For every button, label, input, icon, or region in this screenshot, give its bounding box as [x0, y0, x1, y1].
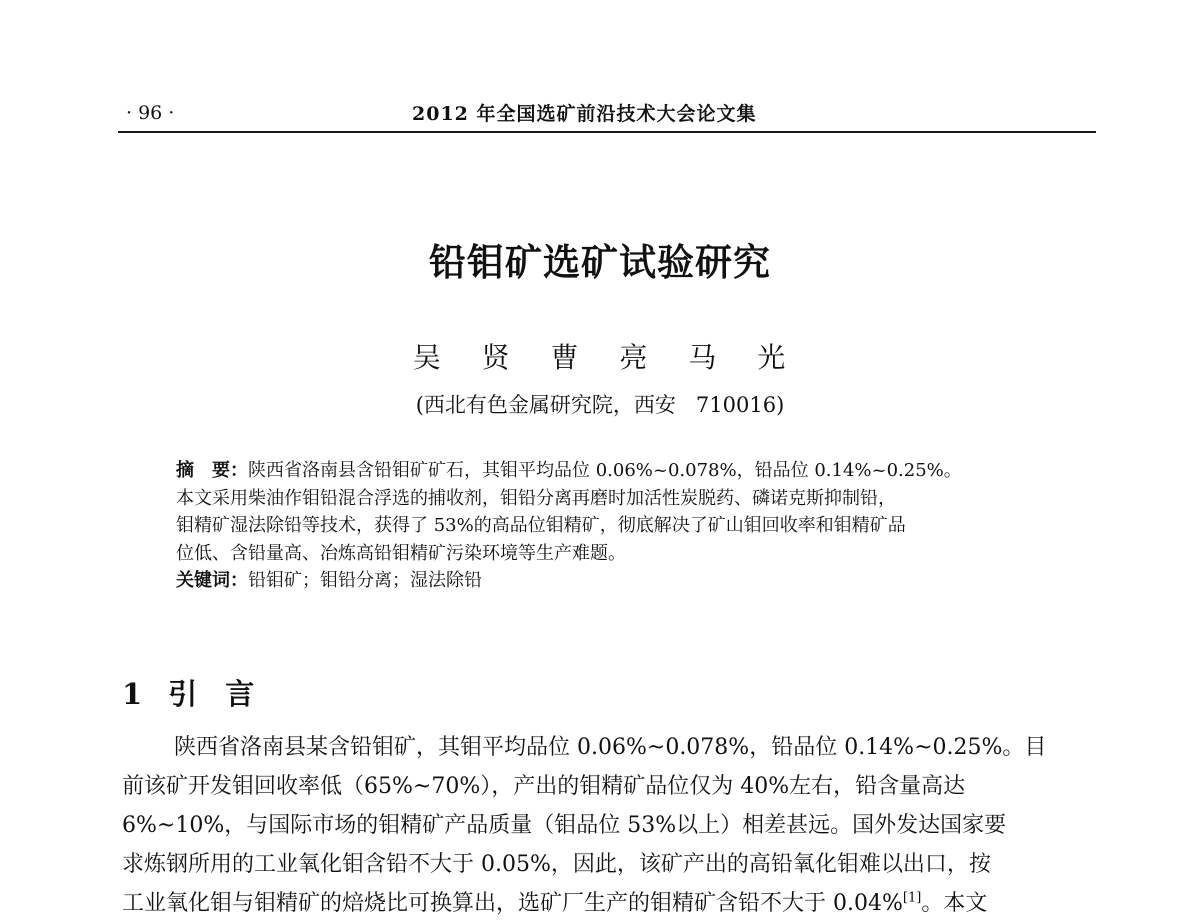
abstract-line: [176, 457, 1076, 485]
body-line: [122, 884, 1082, 923]
running-header: 2012 年全国选矿前沿技术大会论文集: [412, 103, 757, 125]
abstract-line: 钼精矿湿法除铅等技术，获得了 53%的高品位钼精矿，彻底解决了矿山钼回收率和钼精矿品: [176, 515, 906, 536]
body-line: 6%~10%，与国际市场的钼精矿产品质量（钼品位 53%以上）相差甚远。国外发达国家要: [122, 813, 1007, 838]
section-heading: [122, 672, 282, 713]
body-line: 前该矿开发钼回收率低（65%~70%），产出的钼精矿品位仅为 40%左右，铅含量高达: [122, 774, 966, 799]
paper-title: 铅钼矿选矿试验研究: [429, 240, 771, 284]
paper-authors: 吴 贤 曹 亮 马 光: [412, 341, 788, 374]
body-line-text: 工业氧化钼与钼精矿的焙烧比可换算出，选矿厂生产的钼精矿含铅不大于 0.04%: [122, 891, 903, 916]
section-title: 引言: [168, 677, 283, 711]
page-number: · 96 ·: [126, 102, 175, 124]
header-rule: [118, 131, 1096, 133]
abstract-block: [176, 457, 1076, 595]
body-line-tail: 。本文: [921, 891, 988, 916]
section-number: 1: [122, 677, 143, 711]
abstract-line: 本文采用柴油作钼铅混合浮选的捕收剂，钼铅分离再磨时加活性炭脱药、磷诺克斯抑制铅，: [176, 487, 896, 509]
keywords-text: 铅钼矿；钼铅分离；湿法除铅: [248, 570, 482, 591]
abstract-line: 位低、含铅量高、冶炼高铅钼精矿污染环境等生产难题。: [176, 542, 626, 564]
abstract-label: 摘 要：: [176, 460, 248, 481]
keywords-line: [176, 567, 1076, 595]
keywords-label: 关键词：: [176, 570, 248, 591]
abstract-text: 陕西省洛南县含铅钼矿矿石，其钼平均品位 0.06%~0.078%，铅品位 0.14%~0.25%。: [248, 460, 962, 481]
body-text: [122, 728, 1082, 923]
paper-affiliation: (西北有色金属研究院，西安 710016): [415, 393, 785, 417]
citation-ref[interactable]: [1]: [902, 890, 922, 906]
body-line: 陕西省洛南县某含铅钼矿，其钼平均品位 0.06%~0.078%，铅品位 0.14%~0.25%。目: [174, 735, 1047, 760]
body-line: 求炼钢所用的工业氧化钼含铅不大于 0.05%，因此，该矿产出的高铅氧化钼难以出口，按: [122, 852, 991, 877]
